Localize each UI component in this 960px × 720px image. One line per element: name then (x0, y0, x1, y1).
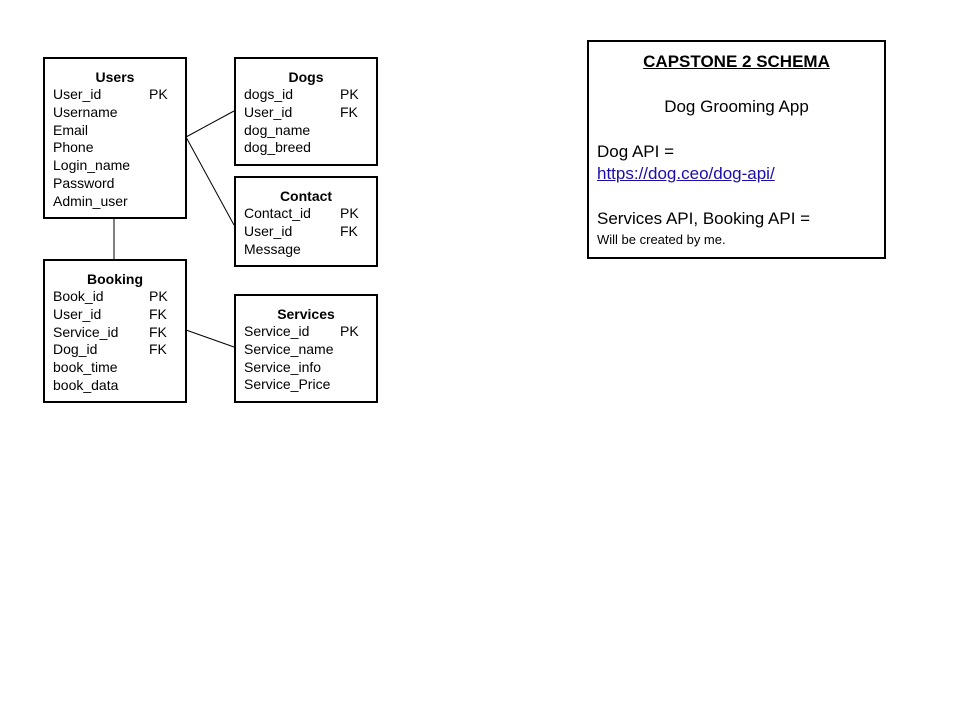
column-name: book_data (53, 376, 119, 393)
column-name: book_time (53, 359, 118, 376)
table-row (236, 139, 376, 157)
column-key: PK (149, 288, 168, 304)
table-row (236, 122, 376, 140)
table-row (45, 157, 185, 175)
table-row (45, 288, 185, 306)
table-row (236, 241, 376, 259)
apis-note: Will be created by me. (597, 232, 726, 247)
column-key: FK (149, 341, 167, 358)
schema-info-box (587, 40, 886, 259)
column-key: FK (149, 323, 167, 340)
table-row (236, 323, 376, 341)
users-contact-connector (186, 137, 234, 225)
contact-table-title: Contact (279, 188, 333, 204)
services-table (234, 294, 378, 403)
column-name: Admin_user (53, 192, 128, 209)
table-row (236, 223, 376, 241)
dogs-table (234, 57, 378, 166)
column-key: PK (149, 86, 168, 102)
users-dogs-connector (186, 111, 234, 137)
table-row (45, 359, 185, 377)
column-name: Service_info (244, 358, 322, 375)
table-row (236, 86, 376, 104)
column-name: dogs_id (244, 86, 294, 102)
column-key: FK (340, 103, 358, 120)
column-name: dog_breed (244, 139, 311, 156)
column-key: FK (340, 222, 358, 239)
booking-services-connector (186, 330, 234, 347)
column-name: Phone (53, 139, 94, 156)
column-name: Service_id (53, 323, 119, 340)
users-table-title: Users (95, 69, 135, 85)
table-row (45, 175, 185, 193)
column-name: User_id (53, 86, 102, 102)
table-row (45, 139, 185, 157)
column-name: Contact_id (244, 205, 311, 221)
table-row (45, 86, 185, 104)
table-row (45, 104, 185, 122)
table-row (45, 306, 185, 324)
column-name: Dog_id (53, 341, 98, 358)
column-name: User_id (244, 222, 293, 239)
table-row (45, 377, 185, 395)
table-row (45, 193, 185, 211)
table-row (236, 376, 376, 394)
app-subtitle: Dog Grooming App (664, 97, 809, 116)
other-apis-label: Services API, Booking API = (597, 209, 811, 228)
dog-api-label: Dog API = (597, 142, 675, 161)
booking-table (43, 259, 187, 403)
users-table (43, 57, 187, 219)
column-name: Password (53, 174, 115, 191)
column-name: Book_id (53, 288, 104, 304)
column-key: PK (340, 86, 359, 102)
column-name: Service_id (244, 323, 310, 339)
column-name: User_id (53, 305, 102, 322)
column-name: Login_name (53, 157, 131, 174)
contact-table (234, 176, 378, 267)
table-row (236, 359, 376, 377)
column-key: FK (149, 305, 167, 322)
column-key: PK (340, 323, 359, 339)
column-name: Username (53, 103, 118, 120)
dog-api-link[interactable]: https://dog.ceo/dog-api/ (597, 164, 775, 183)
table-row (45, 122, 185, 140)
column-key: PK (340, 205, 359, 221)
table-row (236, 104, 376, 122)
column-name: dog_name (244, 121, 311, 138)
column-name: Service_name (244, 340, 334, 357)
schema-title: CAPSTONE 2 SCHEMA (643, 52, 830, 71)
table-row (45, 341, 185, 359)
table-row (236, 205, 376, 223)
dogs-table-title: Dogs (288, 69, 324, 85)
table-row (236, 341, 376, 359)
column-name: Message (244, 240, 301, 257)
services-table-title: Services (277, 306, 335, 322)
column-name: User_id (244, 103, 293, 120)
column-name: Service_Price (244, 376, 331, 393)
booking-table-title: Booking (87, 271, 143, 287)
table-row (45, 324, 185, 342)
column-name: Email (53, 121, 89, 138)
